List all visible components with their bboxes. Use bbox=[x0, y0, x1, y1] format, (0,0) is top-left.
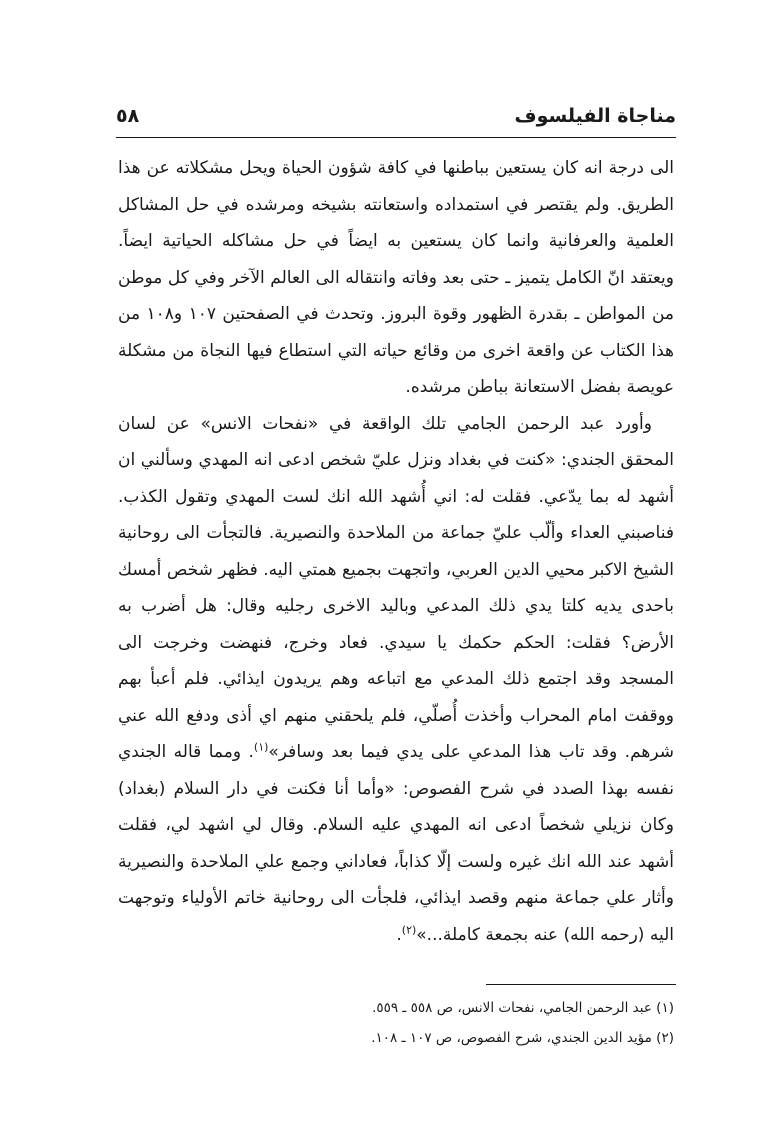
running-title: مناجاة الفيلسوف bbox=[514, 105, 676, 127]
footnote-2: (٢) مؤيد الدين الجندي، شرح الفصوص، ص ١٠٧ ـ ١٠٨. bbox=[371, 1030, 674, 1046]
footnote-rule bbox=[486, 984, 676, 985]
paragraph-2-part-1: وأورد عبد الرحمن الجامي تلك الواقعة في «نفحات الانس» عن لسان المحقق الجندي: «كنت في بغداد ونزل عليّ شخص ادعى انه المهدي وسألني ان أشهد له بما يدّعي. فقلت له: اني أُشهد الله انك لست المهدي وتقول الكذب. فناصبني العداء وألّب عليّ جماعة من الملاحدة والنصيرية. فالتجأت الى روحانية الشيخ الاكبر محيي الدين العربي، واتجهت بجميع همتي اليه. فظهر شخص أمسك باحدى يديه كلتا يدي ذلك المدعي وباليد الاخرى رجليه وقال: هل أضرب به الأرض؟ فقلت: الحكم حكمك يا سيدي. فعاد وخرج، فنهضت وخرجت الى المسجد وقد اجتمع ذلك المدعي مع اتباعه وهم يريدون ايذائي. فلم أعبأ بهم ووقفت امام المحراب وأخذت أُصلّي، فلم يلحقني منهم اي أذى ودفع الله عني شرهم. وقد تاب هذا المدعي على يدي فيما بعد وسافر» bbox=[118, 413, 674, 762]
page-header bbox=[116, 96, 676, 136]
header-rule bbox=[116, 137, 676, 138]
paragraph-2 bbox=[118, 406, 674, 954]
footnote-ref-1: (١) bbox=[253, 740, 269, 754]
paragraph-1: الى درجة انه كان يستعين بباطنها في كافة شؤون الحياة ويحل مشكلاته عن هذا الطريق. ولم يقتصر في استمداده واستعانته بشيخه ومرشده في حل المشاكل العلمية والعرفانية وانما كان يستعين به ايضاً في حل مشاكله الحياتية ايضاً. ويعتقد انّ الكامل يتميز ـ حتى بعد وفاته وانتقاله الى العالم الآخر وفي كل موطن من المواطن ـ بقدرة الظهور وقوة البروز. وتحدث في الصفحتين ١٠٧ و١٠٨ من هذا الكتاب عن واقعة اخرى من وقائع حياته التي استطاع فيها النجاة من مشكلة عويصة بفضل الاستعانة بباطن مرشده. bbox=[118, 158, 674, 397]
page-number: ٥٨ bbox=[116, 105, 140, 127]
footnotes bbox=[118, 993, 674, 1053]
body-text bbox=[118, 150, 674, 953]
footnote-ref-2: (٢) bbox=[401, 922, 417, 936]
footnote-1: (١) عبد الرحمن الجامي، نفحات الانس، ص ٥٥٨ ـ ٥٥٩. bbox=[372, 1000, 674, 1016]
paragraph-2-part-2: . ومما قاله الجندي نفسه بهذا الصدد في شرح الفصوص: «وأما أنا فكنت في دار السلام (بغداد) وكان نزيلي شخصاً ادعى انه المهدي عليه السلام. وقال لي اشهد لي، فقلت أشهد عند الله انك غيره ولست إلّا كذاباً، فعاداني وجمع علي الملاحدة والنصيرية وأثار علي جماعة منهم وقصد ايذائي، فلجأت الى روحانية خاتم الأولياء وتوجهت اليه (رحمه الله) عنه بجمعة كاملة...» bbox=[118, 742, 674, 945]
paragraph-2-end: . bbox=[396, 924, 402, 945]
